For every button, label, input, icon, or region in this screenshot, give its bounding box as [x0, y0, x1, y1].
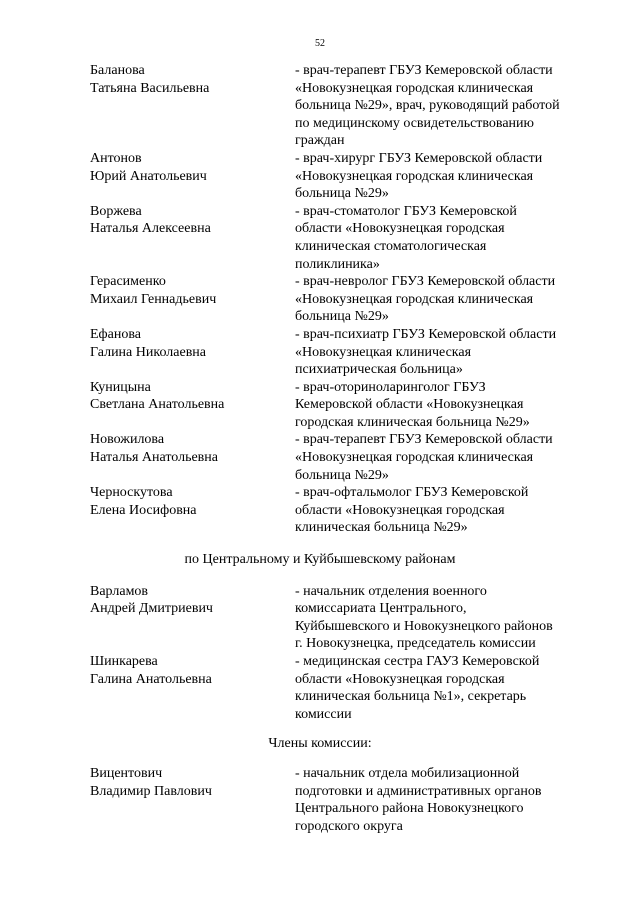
commission-block-2 [90, 583, 590, 724]
person-name [90, 583, 295, 653]
person-name [90, 62, 295, 150]
person-role-line: «Новокузнецкая городская клиническая [295, 291, 534, 307]
person-role [295, 203, 590, 273]
person-role-line: городского округа [295, 818, 403, 834]
person-role [295, 379, 590, 432]
page-number: 52 [315, 38, 325, 49]
person-role [295, 583, 590, 653]
person-role-line: - медицинская сестра ГАУЗ Кемеровской [295, 654, 540, 669]
person-role-line: «Новокузнецкая городская клиническая [295, 80, 534, 96]
person-name-line: Светлана Анатольевна [90, 397, 225, 413]
person-role-line: - врач-психиатр ГБУЗ Кемеровской области [295, 326, 557, 342]
person-name [90, 653, 295, 723]
section-heading: по Центральному и Куйбышевскому районам [184, 552, 456, 568]
person-role-line: «Новокузнецкая клиническая [295, 344, 472, 360]
person-role-line: - начальник отдела мобилизационной [295, 765, 520, 781]
person-role-line: Центрального района Новокузнецкого [295, 801, 524, 817]
person-role-line: «Новокузнецкая городская клиническая [295, 450, 534, 466]
person-role-line: подготовки и административных органов [295, 783, 542, 799]
person-name-line: Галина Анатольевна [90, 671, 212, 687]
person-name [90, 484, 295, 537]
person-role-line: Куйбышевского и Новокузнецкого районов [295, 618, 553, 634]
person-entry [90, 484, 590, 537]
person-role-line: больница №29» [295, 186, 389, 202]
person-name [90, 431, 295, 484]
person-role [295, 326, 590, 379]
person-role-line: клиническая стоматологическая [295, 238, 487, 254]
person-name-line: Андрей Дмитриевич [90, 601, 213, 617]
person-role-line: комиссии [295, 706, 352, 722]
person-entry [90, 326, 590, 379]
person-name [90, 326, 295, 379]
person-role-line: клиническая больница №29» [295, 520, 468, 536]
person-role-line: области «Новокузнецкая городская [295, 671, 505, 687]
person-role-line: - врач-стоматолог ГБУЗ Кемеровской [295, 203, 517, 219]
person-role-line: комиссариата Центрального, [295, 601, 467, 617]
person-role-line: Кемеровской области «Новокузнецкая [295, 397, 524, 413]
person-name-line: Шинкарева [90, 654, 158, 669]
person-name [90, 765, 295, 835]
person-role-line: - врач-офтальмолог ГБУЗ Кемеровской [295, 485, 529, 501]
person-entry [90, 765, 590, 835]
person-name [90, 273, 295, 326]
person-name-line: Герасименко [90, 274, 166, 290]
person-role-line: клиническая больница №1», секретарь [295, 689, 527, 705]
person-role-line: - начальник отделения военного [295, 583, 487, 599]
person-role [295, 765, 590, 835]
person-role-line: - врач-оториноларинголог ГБУЗ [295, 379, 486, 395]
person-name-line: Михаил Геннадьевич [90, 291, 217, 307]
person-role [295, 653, 590, 723]
person-name-line: Владимир Павлович [90, 783, 212, 799]
person-role-line: психиатрическая больница» [295, 362, 463, 378]
person-role [295, 273, 590, 326]
person-entry [90, 583, 590, 653]
person-role [295, 150, 590, 203]
person-entry [90, 431, 590, 484]
person-role-line: по медицинскому освидетельствованию [295, 115, 535, 131]
person-name [90, 379, 295, 432]
person-name-line: Воржева [90, 203, 142, 219]
person-name-line: Галина Николаевна [90, 344, 207, 360]
person-role-line: - врач-невролог ГБУЗ Кемеровской области [295, 274, 556, 290]
person-role-line: области «Новокузнецкая городская [295, 221, 505, 237]
commission-block-1 [90, 62, 590, 537]
person-role-line: - врач-терапевт ГБУЗ Кемеровской области [295, 432, 553, 448]
person-name-line: Юрий Анатольевич [90, 168, 207, 184]
commission-block-3 [90, 765, 590, 835]
members-heading: Члены комиссии: [268, 736, 372, 752]
person-entry [90, 653, 590, 723]
person-role-line: больница №29», врач, руководящий работой [295, 98, 560, 114]
person-role-line: г. Новокузнецка, председатель комиссии [295, 636, 536, 652]
document-body [90, 62, 590, 835]
person-entry [90, 150, 590, 203]
person-name-line: Куницына [90, 379, 151, 395]
person-role-line: - врач-терапевт ГБУЗ Кемеровской области [295, 63, 553, 78]
person-entry [90, 273, 590, 326]
person-role [295, 62, 590, 150]
person-name-line: Наталья Анатольевна [90, 450, 219, 466]
person-entry [90, 379, 590, 432]
person-entry [90, 62, 590, 150]
person-role-line: области «Новокузнецкая городская [295, 502, 505, 518]
person-name-line: Антонов [90, 150, 142, 166]
person-entry [90, 203, 590, 273]
person-name-line: Татьяна Васильевна [90, 80, 210, 96]
person-name-line: Баланова [90, 63, 145, 78]
person-name-line: Черноскутова [90, 485, 173, 501]
person-role [295, 431, 590, 484]
person-role-line: поликлиника» [295, 256, 380, 272]
person-name-line: Ефанова [90, 326, 141, 342]
person-name [90, 203, 295, 273]
person-role-line: городская клиническая больница №29» [295, 414, 530, 430]
person-role-line: - врач-хирург ГБУЗ Кемеровской области [295, 150, 543, 166]
person-role-line: «Новокузнецкая городская клиническая [295, 168, 534, 184]
person-name-line: Новожилова [90, 432, 165, 448]
person-name-line: Наталья Алексеевна [90, 221, 211, 237]
person-name-line: Елена Иосифовна [90, 502, 197, 518]
person-name [90, 150, 295, 203]
person-role-line: больница №29» [295, 467, 389, 483]
person-name-line: Вицентович [90, 765, 163, 781]
person-role-line: больница №29» [295, 309, 389, 325]
person-name-line: Варламов [90, 583, 149, 599]
person-role [295, 484, 590, 537]
person-role-line: граждан [295, 133, 345, 149]
